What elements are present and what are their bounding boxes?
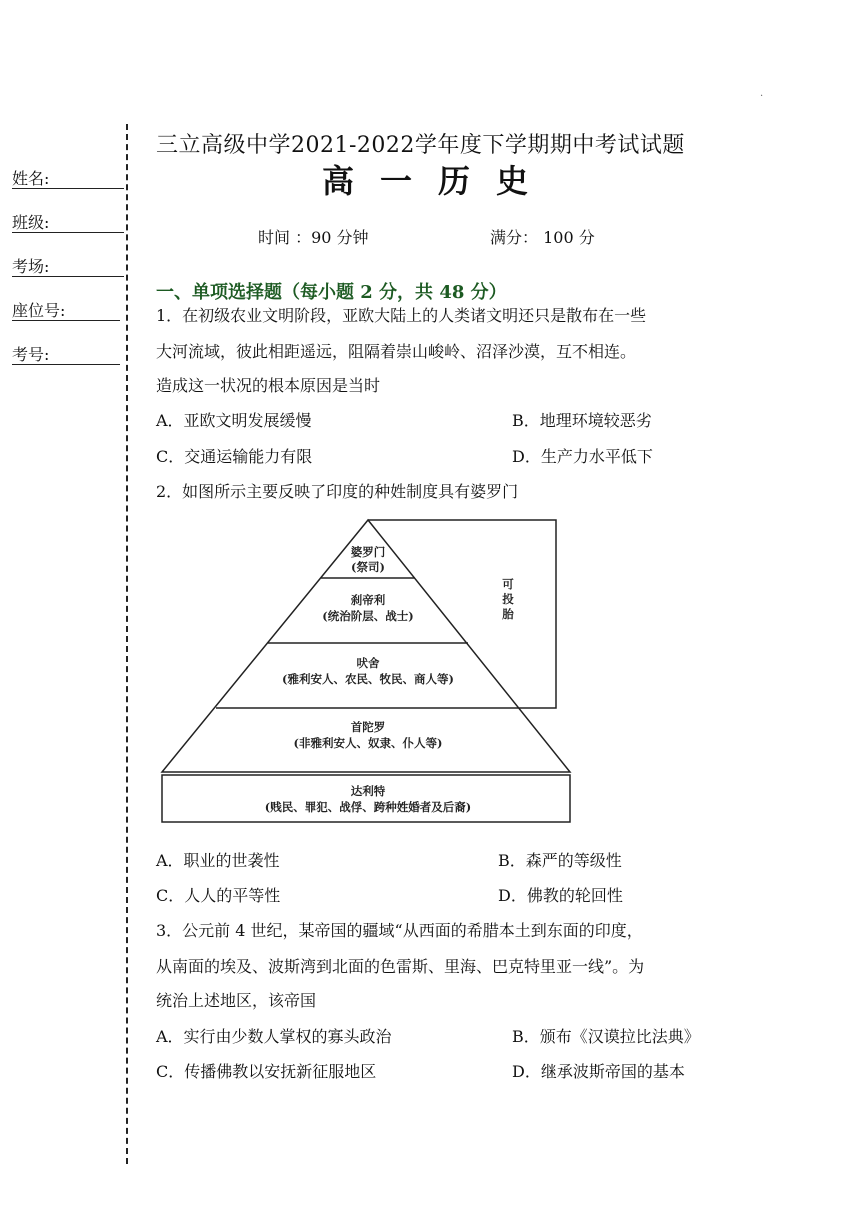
exam-number-field[interactable] — [12, 342, 49, 365]
q2-option-c[interactable]: C．人人的平等性 — [156, 886, 281, 905]
q2-option-b[interactable]: B．森严的等级性 — [498, 851, 622, 870]
caste-pyramid-figure — [150, 512, 590, 832]
q3-option-a[interactable]: A．实行由少数人掌权的寡头政治 — [156, 1027, 392, 1046]
q1-option-d[interactable]: D．生产力水平低下 — [512, 447, 653, 466]
section-heading: 一、单项选择题（每小题 2 分，共 48 分） — [156, 282, 507, 303]
level-1-desc: (祭司) — [351, 560, 385, 574]
class-field[interactable] — [12, 210, 49, 233]
name-field[interactable] — [12, 166, 49, 189]
q1-option-a[interactable]: A．亚欧文明发展缓慢 — [156, 411, 312, 430]
q2-option-a[interactable]: A．职业的世袭性 — [156, 851, 280, 870]
dalit-box — [162, 775, 570, 822]
q1-option-c[interactable]: C．交通运输能力有限 — [156, 447, 313, 466]
binding-dashed-line — [126, 124, 128, 1164]
exam-room-field-underline — [12, 276, 124, 277]
q3-option-d[interactable]: D．继承波斯帝国的基本 — [512, 1062, 685, 1081]
q1-line-1: 1．在初级农业文明阶段，亚欧大陆上的人类诸文明还只是散布在一些 — [156, 306, 647, 325]
level-4-desc: (非雅利安人、奴隶、仆人等) — [293, 736, 443, 750]
level-3-desc: (雅利安人、农民、牧民、商人等) — [282, 672, 454, 686]
q3-option-b[interactable]: B．颁布《汉谟拉比法典》 — [512, 1027, 700, 1046]
name-field-underline — [12, 188, 124, 189]
level-2-desc: (统治阶层、战士) — [322, 609, 414, 623]
exam-room-field-label: 考场: — [12, 257, 50, 276]
exam-time: 时间 ：90 分钟 — [258, 228, 369, 247]
seat-number-field-label: 座位号: — [12, 301, 66, 320]
name-field-label: 姓名: — [12, 169, 50, 188]
level-2-name: 刹帝利 — [350, 593, 386, 607]
q2-option-d[interactable]: D．佛教的轮回性 — [498, 886, 623, 905]
side-label-char-2: 投 — [502, 592, 514, 606]
side-label-char-1: 可 — [502, 577, 514, 591]
level-5-desc: (贱民、罪犯、战俘、跨种姓婚者及后裔) — [264, 800, 472, 814]
seat-number-field-underline — [12, 320, 120, 321]
exam-title: 三立高级中学2021-2022学年度下学期期中考试试题 — [156, 133, 685, 158]
q3-line-3: 统治上述地区，该帝国 — [156, 991, 317, 1010]
subject-title: 高一历史 — [322, 162, 555, 200]
exam-number-field-underline — [12, 364, 120, 365]
q2-line-1: 2．如图所示主要反映了印度的种姓制度具有婆罗门 — [156, 482, 519, 501]
q1-option-b[interactable]: B．地理环境较恶劣 — [512, 411, 652, 430]
q1-line-2: 大河流域，彼此相距遥远，阻隔着崇山峻岭、沼泽沙漠，互不相连。 — [156, 342, 637, 361]
exam-room-field[interactable] — [12, 254, 49, 277]
class-field-label: 班级: — [12, 213, 50, 232]
q1-line-3: 造成这一状况的根本原因是当时 — [156, 376, 381, 395]
q3-option-c[interactable]: C．传播佛教以安抚新征服地区 — [156, 1062, 377, 1081]
exam-number-field-label: 考号: — [12, 345, 50, 364]
level-4-name: 首陀罗 — [350, 720, 386, 734]
side-label-char-3: 胎 — [502, 607, 514, 621]
level-5-name: 达利特 — [350, 784, 386, 798]
corner-dot-mark: . — [760, 88, 764, 99]
q3-line-2: 从南面的埃及、波斯湾到北面的色雷斯、里海、巴克特里亚一线”。为 — [156, 957, 645, 976]
level-1-name: 婆罗门 — [350, 545, 386, 559]
full-score: 满分： 100 分 — [490, 228, 595, 247]
level-3-name: 吠舍 — [356, 656, 380, 670]
q3-line-1: 3．公元前 4 世纪，某帝国的疆域“从西面的希腊本土到东面的印度， — [156, 921, 643, 940]
class-field-underline — [12, 232, 124, 233]
seat-number-field[interactable] — [12, 298, 65, 321]
